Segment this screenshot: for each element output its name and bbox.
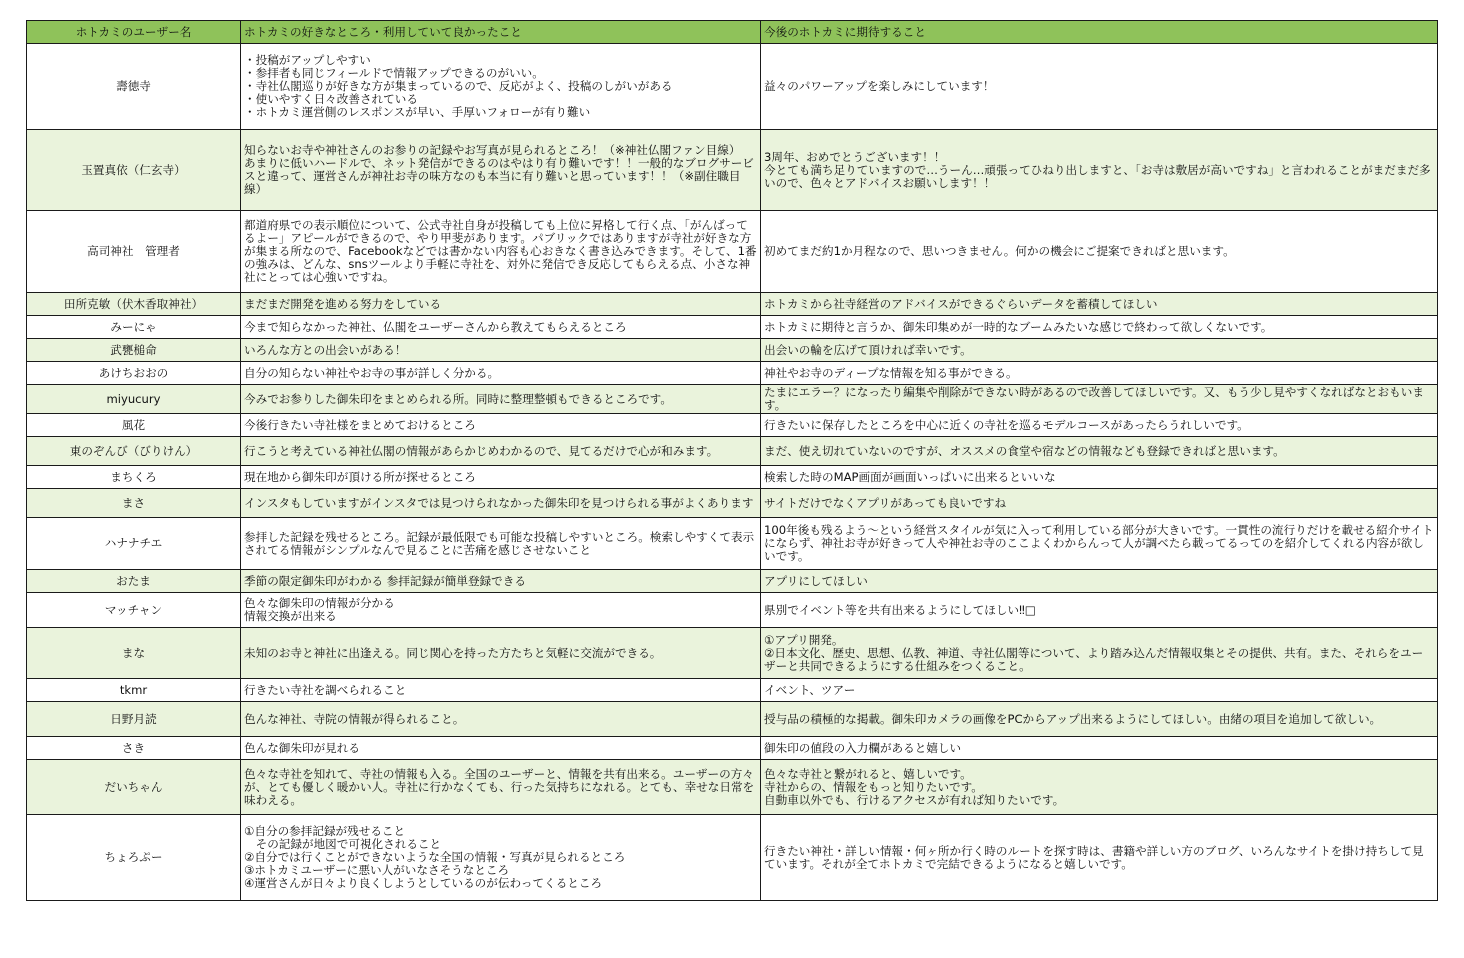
table-row bbox=[27, 489, 1438, 518]
hopes-cell: ホトカミに期待と言うか、御朱印集めが一時的なブームみたいな感じで終わって欲しくないです。 bbox=[761, 316, 1438, 339]
hopes-cell: まだ、使え切れていないのですが、オススメの食堂や宿などの情報なども登録できればと思います。 bbox=[761, 437, 1438, 466]
likes-cell: 色んな御朱印が見れる bbox=[241, 737, 761, 760]
username-cell: だいちゃん bbox=[27, 760, 241, 815]
likes-cell: 知らないお寺や神社さんのお参りの記録やお写真が見られるところ！（※神社仏閣ファン目線） あまりに低いハードルで、ネット発信ができるのはやはり有り難いです！！一般的なブログサービスと違って、運営さんが神社お寺の味方なのも本当に有り難いと思っています！！（※副住職目線） bbox=[241, 130, 761, 211]
likes-cell: 現在地から御朱印が頂ける所が探せるところ bbox=[241, 466, 761, 489]
likes-cell: ①自分の参拝記録が残せること その記録が地図で可視化されること ②自分では行くことができないような全国の情報・写真が見られるところ ③ホトカミユーザーに悪い人がいなさそうなところ ④運営さんが日々より良くしようとしているのが伝わってくるところ bbox=[241, 815, 761, 901]
username-cell: マッチャン bbox=[27, 593, 241, 628]
table-row bbox=[27, 702, 1438, 737]
hopes-cell: 出会いの輪を広げて頂ければ幸いです。 bbox=[761, 339, 1438, 362]
username-cell: みーにゃ bbox=[27, 316, 241, 339]
likes-cell: 色々な御朱印の情報が分かる 情報交換が出来る bbox=[241, 593, 761, 628]
table-row bbox=[27, 316, 1438, 339]
header-likes: ホトカミの好きなところ・利用していて良かったこと bbox=[241, 21, 761, 44]
username-cell: 高司神社 管理者 bbox=[27, 211, 241, 293]
hopes-cell: 行きたいに保存したところを中心に近くの寺社を巡るモデルコースがあったらうれしいです。 bbox=[761, 414, 1438, 437]
hopes-cell: 御朱印の値段の入力欄があると嬉しい bbox=[761, 737, 1438, 760]
username-cell: さき bbox=[27, 737, 241, 760]
username-cell: miyucury bbox=[27, 385, 241, 414]
hopes-cell: 色々な寺社と繋がれると、嬉しいです。 寺社からの、情報をもっと知りたいです。 自動車以外でも、行けるアクセスが有れば知りたいです。 bbox=[761, 760, 1438, 815]
username-cell: ちょろぷー bbox=[27, 815, 241, 901]
table-row bbox=[27, 44, 1438, 130]
username-cell: 日野月読 bbox=[27, 702, 241, 737]
hopes-cell: アプリにしてほしい bbox=[761, 570, 1438, 593]
hopes-cell: 神社やお寺のディープな情報を知る事ができる。 bbox=[761, 362, 1438, 385]
table-row bbox=[27, 628, 1438, 679]
username-cell: 田所克敏（伏木香取神社） bbox=[27, 293, 241, 316]
hopes-cell: 行きたい神社・詳しい情報・何ヶ所か行く時のルートを探す時は、書籍や詳しい方のブログ、いろんなサイトを掛け持ちして見ています。それが全てホトカミで完結できるようになると嬉しいです。 bbox=[761, 815, 1438, 901]
table-row bbox=[27, 593, 1438, 628]
table-row bbox=[27, 466, 1438, 489]
table-row bbox=[27, 679, 1438, 702]
likes-cell: いろんな方との出会いがある！ bbox=[241, 339, 761, 362]
hopes-cell: 益々のパワーアップを楽しみにしています！ bbox=[761, 44, 1438, 130]
username-cell: あけちおおの bbox=[27, 362, 241, 385]
likes-cell: 行こうと考えている神社仏閣の情報があらかじめわかるので、見てるだけで心が和みます。 bbox=[241, 437, 761, 466]
survey-table bbox=[26, 20, 1438, 901]
hopes-cell: 3周年、おめでとうございます！！ 今とても満ち足りていますので…うーん…頑張ってひねり出しますと、「お寺は敷居が高いですね」と言われることがまだまだ多いので、色々とアドバイスお願いします！！ bbox=[761, 130, 1438, 211]
header-hopes: 今後のホトカミに期待すること bbox=[761, 21, 1438, 44]
likes-cell: 行きたい寺社を調べられること bbox=[241, 679, 761, 702]
header-username: ホトカミのユーザー名 bbox=[27, 21, 241, 44]
likes-cell: 都道府県での表示順位について、公式寺社自身が投稿しても上位に昇格して行く点、「がんばってるよー」アピールができるので、やり甲斐があります。パブリックではありますが寺社が好きな方が集まる所なので、Facebookなどでは書かない内容も心おきなく書き込みできます。そして、1番の強みは、どんな、snsツールより手軽に寺社を、対外に発信でき反応してもらえる点、小さな神社にとっては心強いですね。 bbox=[241, 211, 761, 293]
table-row bbox=[27, 362, 1438, 385]
username-cell: 風花 bbox=[27, 414, 241, 437]
username-cell: まな bbox=[27, 628, 241, 679]
username-cell: tkmr bbox=[27, 679, 241, 702]
username-cell: 壽徳寺 bbox=[27, 44, 241, 130]
table-row bbox=[27, 760, 1438, 815]
username-cell: 東のぞんび（びりけん） bbox=[27, 437, 241, 466]
hopes-cell: 授与品の積極的な掲載。御朱印カメラの画像をPCからアップ出来るようにしてほしい。由緒の項目を追加して欲しい。 bbox=[761, 702, 1438, 737]
hopes-cell: ホトカミから社寺経営のアドバイスができるぐらいデータを蓄積してほしい bbox=[761, 293, 1438, 316]
likes-cell: 今後行きたい寺社様をまとめておけるところ bbox=[241, 414, 761, 437]
username-cell: おたま bbox=[27, 570, 241, 593]
table-row bbox=[27, 518, 1438, 570]
likes-cell: 季節の限定御朱印がわかる 参拝記録が簡単登録できる bbox=[241, 570, 761, 593]
hopes-cell: 検索した時のMAP画面が画面いっぱいに出来るといいな bbox=[761, 466, 1438, 489]
likes-cell: 自分の知らない神社やお寺の事が詳しく分かる。 bbox=[241, 362, 761, 385]
hopes-cell: 県別でイベント等を共有出来るようにしてほしい‼︎□ bbox=[761, 593, 1438, 628]
table-row bbox=[27, 737, 1438, 760]
table-row bbox=[27, 130, 1438, 211]
likes-cell: 色んな神社、寺院の情報が得られること。 bbox=[241, 702, 761, 737]
hopes-cell: 初めてまだ約1か月程なので、思いつきません。何かの機会にご提案できればと思います。 bbox=[761, 211, 1438, 293]
username-cell: 武甕槌命 bbox=[27, 339, 241, 362]
username-cell: ハナナチエ bbox=[27, 518, 241, 570]
username-cell: まさ bbox=[27, 489, 241, 518]
hopes-cell: イベント、ツアー bbox=[761, 679, 1438, 702]
header-row bbox=[27, 21, 1438, 44]
likes-cell: インスタもしていますがインスタでは見つけられなかった御朱印を見つけられる事がよくあります bbox=[241, 489, 761, 518]
table-row bbox=[27, 815, 1438, 901]
table-row bbox=[27, 211, 1438, 293]
hopes-cell: ①アプリ開発。 ②日本文化、歴史、思想、仏教、神道、寺社仏閣等について、より踏み込んだ情報収集とその提供、共有。また、それらをユーザーと共同できるようにする仕組みをつくること。 bbox=[761, 628, 1438, 679]
likes-cell: 参拝した記録を残せるところ。記録が最低限でも可能な投稿しやすいところ。検索しやすくて表示されてる情報がシンプルなんで見ることに苦痛を感じさせないこと bbox=[241, 518, 761, 570]
table-row bbox=[27, 293, 1438, 316]
likes-cell: 今みでお参りした御朱印をまとめられる所。同時に整理整頓もできるところです。 bbox=[241, 385, 761, 414]
table-row bbox=[27, 339, 1438, 362]
likes-cell: 色々な寺社を知れて、寺社の情報も入る。全国のユーザーと、情報を共有出来る。ユーザーの方々が、とても優しく暖かい人。寺社に行かなくても、行った気持ちになれる。とても、幸せな日常を味わえる。 bbox=[241, 760, 761, 815]
table-row bbox=[27, 385, 1438, 414]
hopes-cell: サイトだけでなくアプリがあっても良いですね bbox=[761, 489, 1438, 518]
hopes-cell: たまにエラー？になったり編集や削除ができない時があるので改善してほしいです。又、もう少し見やすくなればなとおもいます。 bbox=[761, 385, 1438, 414]
likes-cell: ・投稿がアップしやすい ・参拝者も同じフィールドで情報アップできるのがいい。 ・寺社仏閣巡りが好きな方が集まっているので、反応がよく、投稿のしがいがある ・使いやすく日々改善されている ・ホトカミ運営側のレスポンスが早い、手厚いフォローが有り難い bbox=[241, 44, 761, 130]
hopes-cell: 100年後も残るよう～という経営スタイルが気に入って利用している部分が大きいです。一貫性の流行りだけを載せる紹介サイトにならず、神社お寺が好きって人や神社お寺のここよくわからんって人が調べたら載ってるってのを紹介してくれる内容が欲しいです。 bbox=[761, 518, 1438, 570]
table-row bbox=[27, 414, 1438, 437]
likes-cell: 未知のお寺と神社に出逢える。同じ関心を持った方たちと気軽に交流ができる。 bbox=[241, 628, 761, 679]
table-row bbox=[27, 570, 1438, 593]
likes-cell: 今まで知らなかった神社、仏閣をユーザーさんから教えてもらえるところ bbox=[241, 316, 761, 339]
table-row bbox=[27, 437, 1438, 466]
username-cell: まちくろ bbox=[27, 466, 241, 489]
username-cell: 玉置真依（仁玄寺） bbox=[27, 130, 241, 211]
likes-cell: まだまだ開発を進める努力をしている bbox=[241, 293, 761, 316]
